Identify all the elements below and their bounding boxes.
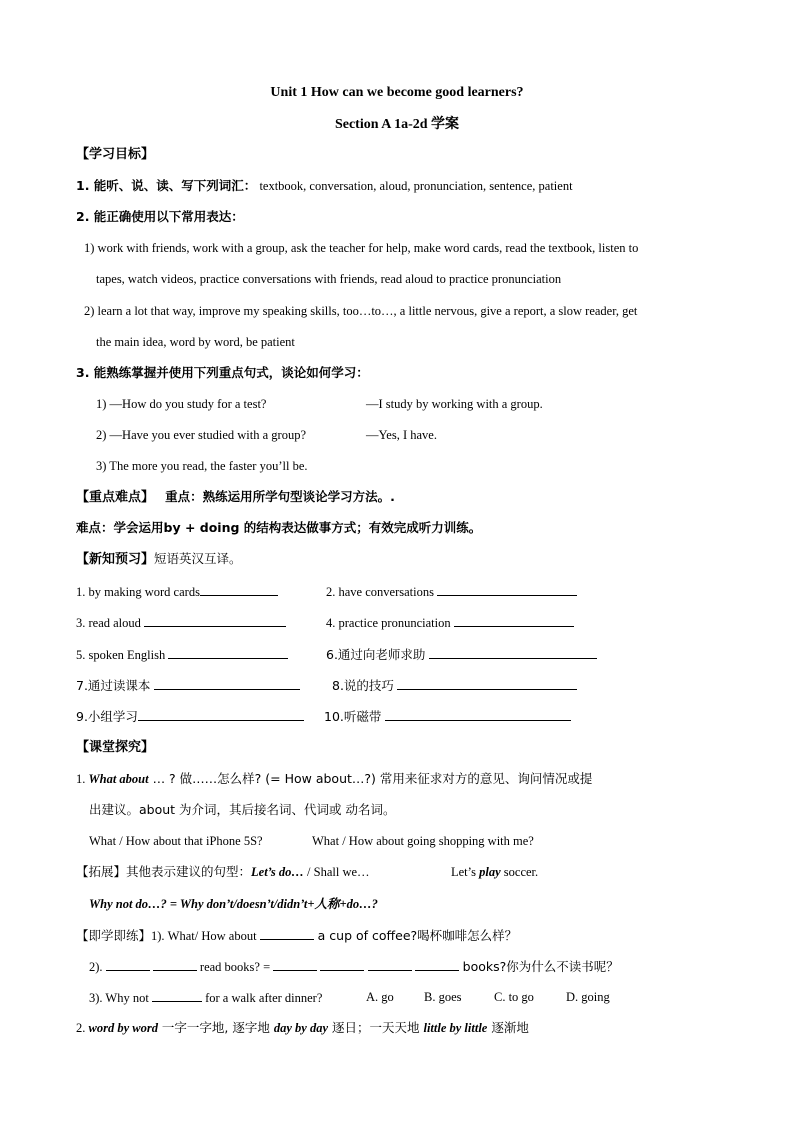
answer-blank[interactable] <box>260 927 314 940</box>
preview-heading: 【新知预习】 <box>76 552 155 567</box>
keypoints-focus: 重点：熟练运用所学句型谈论学习方法。. <box>165 489 395 504</box>
preview-item-2 <box>326 583 577 600</box>
practice-1-b: a cup of coffee?喝杯咖啡怎么样？ <box>313 928 518 943</box>
phrase-word-by-word-meaning: 一字一字地, 逐字地 <box>157 1020 274 1035</box>
answer-blank[interactable] <box>106 958 150 971</box>
extension-example <box>451 864 538 880</box>
explore-example-1: What / How about that iPhone 5S? <box>89 834 263 848</box>
objective-3-3: 3) The more you read, the faster you’ll be. <box>96 459 308 473</box>
answer-blank[interactable] <box>454 614 574 627</box>
objective-2-label: 2. 能正确使用以下常用表达： <box>76 209 244 224</box>
extension-phrase: Let’s do… <box>251 865 304 879</box>
preview-item-6-text: 6.通过向老师求助 <box>326 647 426 662</box>
objective-3-1q: 1) —How do you study for a test? <box>96 397 267 411</box>
doc-subtitle: Section A 1a-2d 学案 <box>334 117 460 132</box>
extension-row <box>76 864 370 880</box>
explore-point-2 <box>76 1020 529 1036</box>
preview-item-7 <box>76 677 300 694</box>
preview-item-6 <box>326 646 597 663</box>
option-b[interactable]: B. goes <box>424 990 462 1004</box>
preview-item-4-text: 4. practice pronunciation <box>326 616 451 630</box>
answer-blank[interactable] <box>152 989 202 1002</box>
objective-3-2a: —Yes, I have. <box>366 428 437 442</box>
explore-point-1-rest: … ? 做……怎么样? (= How about…?) 常用来征求对方的意见、询问情况或提 <box>148 771 593 786</box>
answer-blank[interactable] <box>385 708 571 721</box>
objective-2-1a: 1) work with friends, work with a group, ask the teacher for help, make word cards, read the textbook, listen to <box>84 241 639 255</box>
phrase-word-by-word: word by word <box>88 1021 158 1035</box>
preview-item-7-text: 7.通过读课本 <box>76 678 151 693</box>
answer-blank[interactable] <box>144 614 286 627</box>
preview-item-4 <box>326 614 574 631</box>
practice-2-a: 2). <box>89 960 106 974</box>
extension-label: 【拓展】其他表示建议的句型： <box>76 864 252 879</box>
objective-2-2b: the main idea, word by word, be patient <box>96 335 295 349</box>
answer-blank[interactable] <box>320 958 364 971</box>
explore-example-2: What / How about going shopping with me? <box>312 834 534 848</box>
explore-point-1 <box>76 771 592 787</box>
why-not-pattern: Why not do…? = Why don’t/doesn’t/didn’t+人称+do…? <box>89 897 378 911</box>
explore-point-1-num: 1. <box>76 772 89 786</box>
preview-item-9 <box>76 708 304 725</box>
option-c[interactable]: C. to go <box>494 990 534 1004</box>
explore-point-1-line2: 出建议。about 为介词，其后接名词、代词或 动名词。 <box>89 802 396 817</box>
practice-1-a: 1). What/ How about <box>151 929 260 943</box>
objective-1 <box>76 178 573 194</box>
keypoints-difficulty: 难点：学会运用by + doing 的结构表达做事方式；有效完成听力训练。 <box>76 520 482 535</box>
practice-row-2 <box>89 958 619 975</box>
answer-blank[interactable] <box>437 583 577 596</box>
objective-3-label: 3. 能熟练掌握并使用下列重点句式，谈论如何学习： <box>76 365 369 380</box>
preview-row <box>76 551 242 568</box>
extension-example-a: Let’s <box>451 865 480 879</box>
keypoints-heading: 【重点难点】 <box>76 490 155 505</box>
preview-item-5 <box>76 646 288 663</box>
practice-label: 【即学即练】 <box>76 928 152 943</box>
phrase-little-by-little: little by little <box>423 1021 488 1035</box>
practice-3-b: for a walk after dinner? <box>201 991 323 1005</box>
option-a[interactable]: A. go <box>366 990 394 1004</box>
answer-blank[interactable] <box>397 677 577 690</box>
practice-3-a: 3). Why not <box>89 991 152 1005</box>
preview-item-3-text: 3. read aloud <box>76 616 141 630</box>
doc-title: Unit 1 How can we become good learners? <box>270 85 524 100</box>
phrase-day-by-day-meaning: 逐日；一天天地 <box>328 1020 424 1035</box>
extension-example-verb: play <box>479 865 501 879</box>
preview-item-5-text: 5. spoken English <box>76 648 166 662</box>
explore-heading: 【课堂探究】 <box>76 740 155 755</box>
preview-item-8 <box>332 677 577 694</box>
preview-item-8-text: 8.说的技巧 <box>332 678 394 693</box>
preview-instruction: 短语英汉互译。 <box>154 551 242 566</box>
answer-blank[interactable] <box>138 708 304 721</box>
answer-blank[interactable] <box>168 646 288 659</box>
answer-blank[interactable] <box>368 958 412 971</box>
objective-1-words: textbook, conversation, aloud, pronunciation, sentence, patient <box>259 179 573 193</box>
objective-2-2a: 2) learn a lot that way, improve my speaking skills, too…to…, a little nervous, give a report, a slow reader, get <box>84 304 638 318</box>
phrase-day-by-day: day by day <box>273 1021 329 1035</box>
keypoints-row <box>76 489 395 506</box>
option-d[interactable]: D. going <box>566 990 610 1004</box>
preview-item-1-text: 1. by making word cards <box>76 585 200 599</box>
answer-blank[interactable] <box>415 958 459 971</box>
preview-item-9-text: 9.小组学习 <box>76 709 138 724</box>
practice-row-1 <box>76 927 517 944</box>
explore-point-1-phrase: What about <box>88 772 149 786</box>
practice-2-c: books?你为什么不读书呢？ <box>458 959 619 974</box>
answer-blank[interactable] <box>154 677 300 690</box>
objective-2-1b: tapes, watch videos, practice conversations with friends, read aloud to practice pronunciation <box>96 272 562 286</box>
answer-blank[interactable] <box>153 958 197 971</box>
preview-item-10-text: 10.听磁带 <box>324 709 382 724</box>
answer-blank[interactable] <box>273 958 317 971</box>
objectives-heading: 【学习目标】 <box>76 147 155 162</box>
extension-example-b: soccer. <box>500 865 539 879</box>
objective-1-label: 1. 能听、说、读、写下列词汇： <box>76 178 257 193</box>
preview-item-2-text: 2. have conversations <box>326 585 434 599</box>
phrase-little-by-little-meaning: 逐渐地 <box>487 1020 529 1035</box>
practice-2-b: read books? = <box>196 960 274 974</box>
preview-item-3 <box>76 614 286 631</box>
answer-blank[interactable] <box>429 646 597 659</box>
preview-item-10 <box>324 708 571 725</box>
objective-3-1a: —I study by working with a group. <box>366 397 543 411</box>
preview-item-1 <box>76 583 278 600</box>
practice-row-3 <box>89 989 322 1006</box>
extension-rest: / Shall we… <box>303 865 370 879</box>
answer-blank[interactable] <box>200 583 278 596</box>
explore-point-2-num: 2. <box>76 1021 89 1035</box>
objective-3-2q: 2) —Have you ever studied with a group? <box>96 428 307 442</box>
